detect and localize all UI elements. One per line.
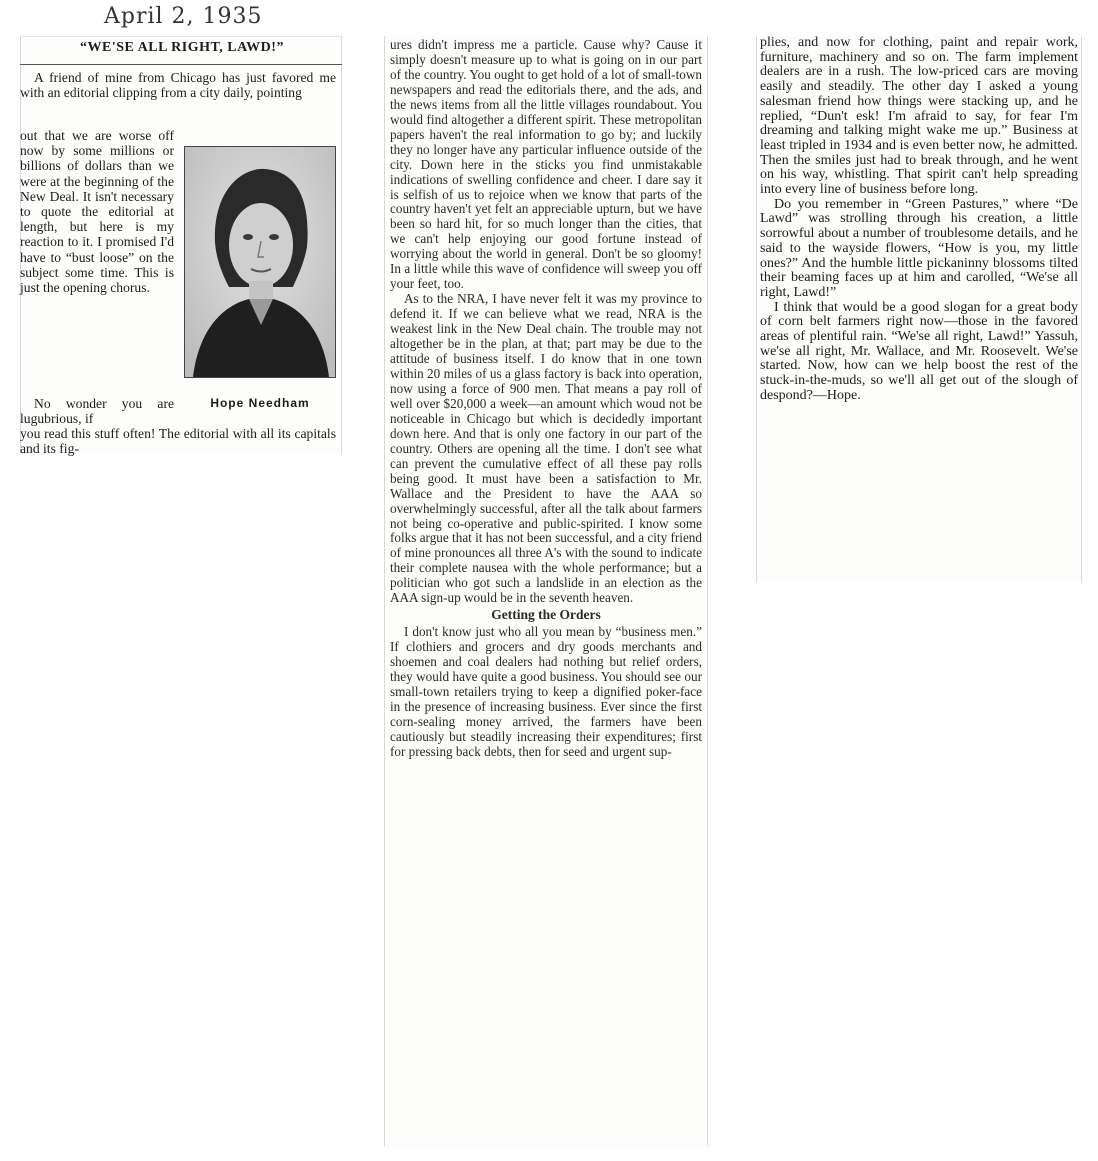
left-column-text: [20, 70, 336, 100]
portrait-illustration: [185, 147, 335, 377]
paragraph-figures: ures didn't impress me a particle. Cause why? Cause it simply doesn't measure up to what is going on in our part of the country. You ought to get hold of a lot of small-town newspapers and read the editorials there, and the ads, and the news items from all the little villages roundabout. You would find altogether a different spirit. These metropolitan papers haven't the real information to go by; and luckily they no longer have any particular influence outside of the city. Down here in the sticks you find unmistakable indications of swelling confidence and cheer. I dare say it is selfish of us to rejoice when we know that parts of the country haven't yet felt an appreciable upturn, but we have been so hard hit, for so much longer than the cities, that we can't help enjoying our good fortune instead of worrying about the world in general. Don't be so gloomy! In a little while this wave of confidence will sweep you off your feet, too.: [390, 37, 702, 292]
middle-column-text: [390, 38, 702, 760]
subhead-getting-the-orders: Getting the Orders: [491, 607, 601, 623]
right-column-text: [760, 36, 1078, 404]
left-wrap-text: [20, 128, 174, 295]
left-column-tail: [20, 426, 336, 456]
paragraph-lugubrious-start: No wonder you are lugubrious, if: [20, 396, 174, 427]
paragraph-business-men: I don't know just who all you mean by “business men.” If clothiers and grocers and dry goods merchants and shoemen and coal dealers had nothing but relief orders, they would have quite a good business. You should see our small-town retailers trying to keep a dignified poker-face in the presence of increasing business. Ever since the first corn-sealing money arrived, the farmers have been cautiously but steadily increasing their expenditures; first for pressing back debts, then for seed and urgent sup-: [390, 624, 702, 759]
author-portrait-photo: [184, 146, 336, 378]
headline-rule: [20, 64, 342, 65]
paragraph-opening-top: A friend of mine from Chicago has just favored me with an editorial clipping from a city daily, pointing: [20, 70, 336, 101]
article-headline: “WE'SE ALL RIGHT, LAWD!”: [80, 40, 284, 55]
paragraph-slogan: I think that would be a good slogan for a great body of corn belt farmers right now—those in the favored areas of plentiful rain. “We'se all right, Lawd!” Yassuh, we'se all right, Mr. Wallace, and Mr. Roosevelt. We'se started. Now, how can we help boost the rest of the stuck-in-the-muds, so we'll all get out of the slough of despond?—Hope.: [760, 299, 1078, 403]
paragraph-green-pastures: Do you remember in “Green Pastures,” where “De Lawd” was strolling through his creation, a little sorrowful about a number of troublesome details, and he said to the wayside flowers, “How is you, my little ones?” And the humble little pickaninny blossoms tilted their beaming faces up at him and carolled, “We'se all right, Lawd!”: [760, 196, 1078, 300]
paragraph-opening-wrap: out that we are worse off now by some millions or billions of dollars than we were at the beginning of the New Deal. It isn't necessary to quote the editorial at length, but here is my reaction to it. I promised I'd have to “bust loose” on the subject some time. This is just the opening chorus.: [20, 128, 174, 296]
paragraph-lugubrious-rest: you read this stuff often! The editorial with all its capitals and its fig-: [20, 426, 336, 457]
paragraph-supplies: plies, and now for clothing, paint and repair work, furniture, machinery and so on. The farm implement dealers are in a rush. The low-priced cars are moving easily and steadily. The other day I asked a young salesman friend how things were stacking up, and he replied, “Dun't esk! I'm afraid to say, for fear I'm dreaming and talking might wake me up.” Business at least tripled in 1934 and is even better now, he admitted. Then the smiles just had to break through, and he went on his way, whistling. That spirit can't help spreading into every line of business before long.: [760, 35, 1078, 198]
paragraph-nra: As to the NRA, I have never felt it was my province to defend it. If we can believe what we read, NRA is the weakest link in the New Deal chain. The trouble may not altogether be in the plan, at that; part may be due to the attitude of business itself. I do know that in one town within 20 miles of us a glass factory is back into operation, now using a force of 900 men. That means a pay roll of well over $20,000 a week—an amount which woud not be noticeable in Chicago but which is decidedly important down here. And that is only one factory in our part of the country. Others are opening all the time. I don't see what can prevent the cumulative effect of all these pay rolls being good. It must have been a satisfaction to Mr. Wallace and the President to have the AAA so overwhelmingly successful, after all the talk about farmers not being co-operative and public-spirited. I know some folks argue that it has not been successful, and a city friend of mine pronounces all three A's with the sound to indicate their complete nausea with the whole performance; but a politician who got such a landslide in an election as the AAA sign-up would be in the seventh heaven.: [390, 291, 702, 606]
left-wrap-text-2: [20, 396, 174, 426]
photo-caption: Hope Needham: [210, 396, 310, 410]
handwritten-date-note: April 2, 1935: [104, 4, 263, 29]
